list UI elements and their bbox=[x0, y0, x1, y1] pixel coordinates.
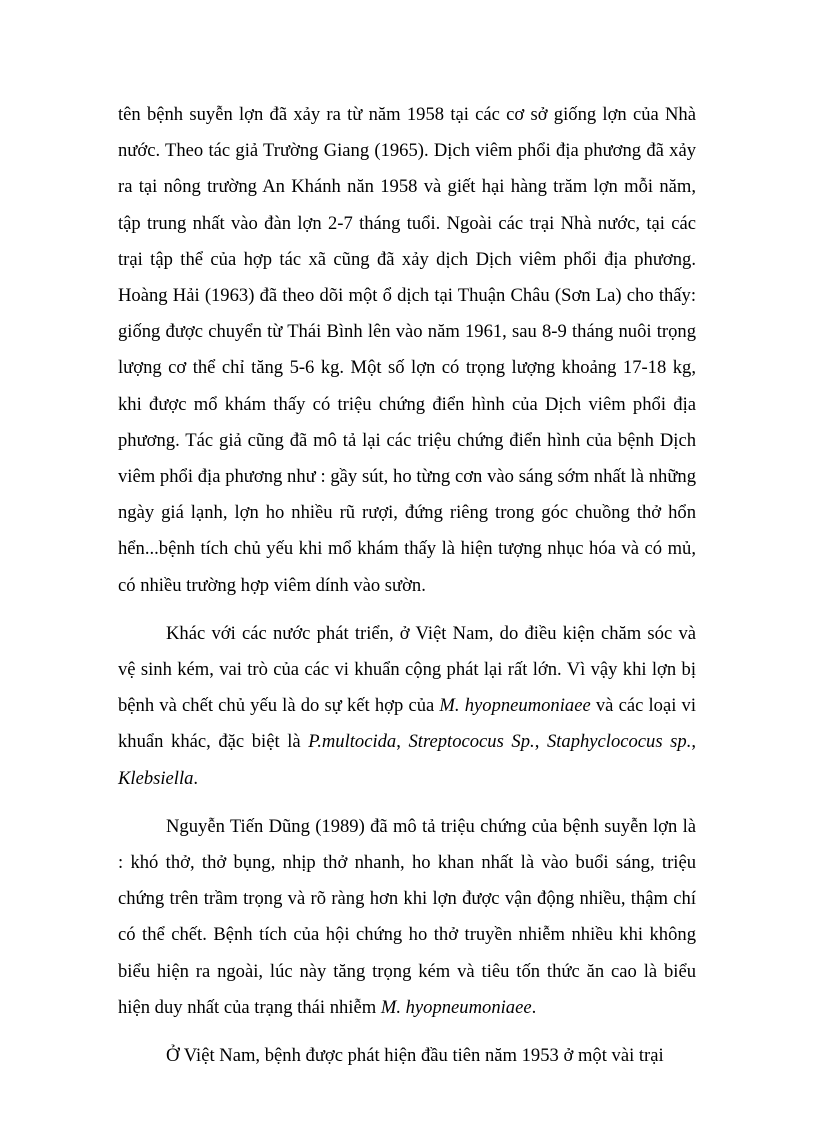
paragraph-gap bbox=[118, 1026, 696, 1038]
paragraph-2-text-5: , bbox=[691, 731, 697, 753]
paragraph-gap bbox=[118, 797, 696, 809]
document-page bbox=[118, 97, 696, 1074]
species-klebsiella: Klebsiella bbox=[118, 767, 194, 789]
paragraph-3-text-2: . bbox=[531, 996, 537, 1018]
paragraph-2-text-4: , bbox=[534, 731, 547, 753]
paragraph-4 bbox=[118, 1038, 696, 1074]
species-m-hyopneumoniaee: M. hyopneumoniaee bbox=[439, 695, 591, 717]
paragraph-1 bbox=[118, 97, 696, 604]
species-staphyclococus: Staphyclococus sp. bbox=[546, 731, 692, 753]
species-p-multocida: P.multocida bbox=[308, 731, 397, 753]
species-m-hyopneumoniaee: M. hyopneumoniaee bbox=[380, 996, 532, 1018]
paragraph-4-text: Ở Việt Nam, bệnh được phát hiện đầu tiên năm 1953 ở một vài trại bbox=[166, 1045, 664, 1067]
paragraph-2 bbox=[118, 616, 696, 797]
paragraph-2-text-1: Khác với các nước phát triển, ở Việt Nam, do điều kiện chăm sóc và vệ sinh kém, vai trò của các vi khuẩn cộng phát lại rất lớn. Vì vậy khi lợn bị bệnh và chết chủ yếu là do sự kết hợp của bbox=[118, 622, 696, 717]
paragraph-2-text-3: , bbox=[396, 731, 409, 753]
paragraph-gap bbox=[118, 604, 696, 616]
paragraph-2-text-6: . bbox=[193, 767, 199, 789]
paragraph-3-text-1: Nguyễn Tiến Dũng (1989) đã mô tả triệu chứng của bệnh suyễn lợn là : khó thở, thở bụng, nhịp thở nhanh, ho khan nhất là vào buổi sáng, triệu chứng trên trầm trọng và rõ ràng hơn khi lợn được vận động nhiều, thậm chí có thể chết. Bệnh tích của hội chứng ho thở truyền nhiễm nhiều khi không biểu hiện ra ngoài, lúc này tăng trọng kém và tiêu tốn thức ăn cao là biểu hiện duy nhất của trạng thái nhiễm bbox=[118, 815, 696, 1018]
paragraph-3 bbox=[118, 809, 696, 1026]
paragraph-1-text: tên bệnh suyễn lợn đã xảy ra từ năm 1958 tại các cơ sở giống lợn của Nhà nước. Theo tác giả Trường Giang (1965). Dịch viêm phổi địa phương đã xảy ra tại nông trường An Khánh năn 1958 và giết hại hàng trăm lợn mỗi năm, tập trung nhất vào đàn lợn 2-7 tháng tuổi. Ngoài các trại Nhà nước, tại các trại tập thể của hợp tác xã cũng đã xảy dịch Dịch viêm phổi địa phương. Hoàng Hải (1963) đã theo dõi một ổ dịch tại Thuận Châu (Sơn La) cho thấy: giống được chuyển từ Thái Bình lên vào năm 1961, sau 8-9 tháng nuôi trọng lượng cơ thể chỉ tăng 5-6 kg. Một số lợn có trọng lượng khoảng 17-18 kg, khi được mổ khám thấy có triệu chứng điển hình của Dịch viêm phổi địa phương. Tác giả cũng đã mô tả lại các triệu chứng điển hình của bệnh Dịch viêm phổi địa phương như : gầy sút, ho từng cơn vào sáng sớm nhất là những ngày giá lạnh, lợn ho nhiều rũ rượi, đứng riêng trong góc chuồng thở hổn hển...bệnh tích chủ yếu khi mổ khám thấy là hiện tượng nhục hóa và có mủ, có nhiều trường hợp viêm dính vào sườn. bbox=[118, 104, 696, 596]
species-streptococus: Streptococus Sp. bbox=[408, 731, 535, 753]
paragraph-2-text-2: và các loại vi khuẩn khác, đặc biệt là bbox=[118, 695, 697, 753]
